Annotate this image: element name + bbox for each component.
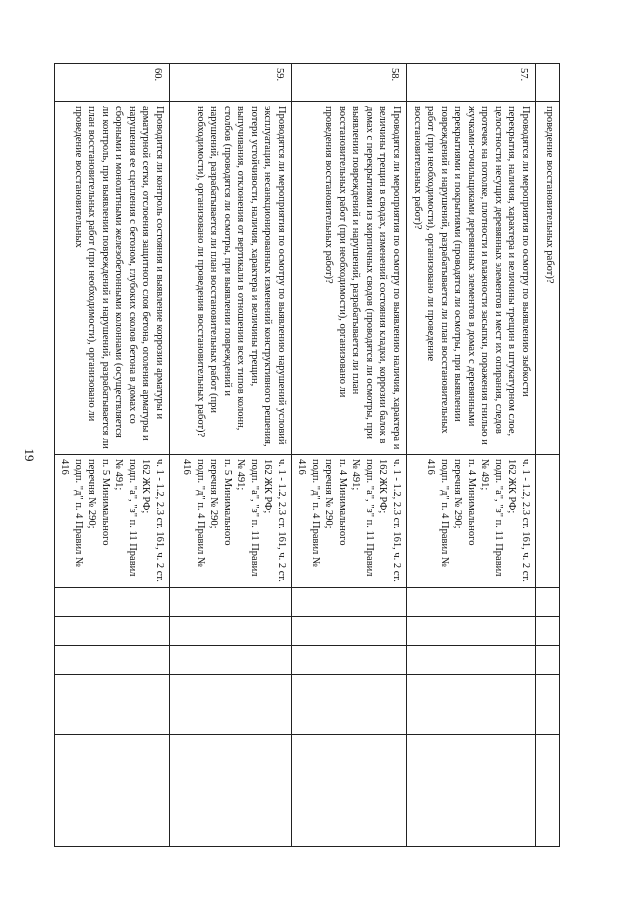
cell-answer-no bbox=[407, 617, 536, 646]
cell-answer-na bbox=[55, 646, 170, 675]
table-row bbox=[55, 64, 170, 847]
cell-answer-no bbox=[170, 617, 292, 646]
cell-reference: ч. 1 - 1.2, 2.3 ст. 161, ч. 2 ст. 162 ЖК РФ; подп. "а", "з" п. 11 Правил № 491; п. 5 Минимального перечня № 290; подп. "д" п. 4 Правил № 416 bbox=[170, 455, 292, 588]
cell-extra bbox=[536, 675, 560, 735]
cell-answer-no bbox=[55, 617, 170, 646]
cell-answer-na bbox=[407, 646, 536, 675]
cell-reference: ч. 1 - 1.2, 2.3 ст. 161, ч. 2 ст. 162 ЖК РФ; подп. "а", "з" п. 11 Правил № 491; п. 5 Минимального перечня № 290; подп. "д" п. 4 Правил № 416 bbox=[55, 455, 170, 588]
cell-answer-no bbox=[292, 617, 407, 646]
cell-answer-na bbox=[536, 646, 560, 675]
cell-extra bbox=[55, 675, 170, 735]
cell-num: 57. bbox=[407, 64, 536, 102]
cell-answer-no bbox=[536, 617, 560, 646]
cell-question: Проводятся ли мероприятия по осмотру по выявлению нарушений условий эксплуатации, несанкционированных изменений конструктивного решения, потери устойчивости, наличия, характера и величины трещин, выпучивания, отклонения от вертикали в отношении всех типов колонн, столбов (проводятся ли осмотры, при выявлении повреждений и нарушений, разрабатывается ли план восстановительных работ (при необходимости), организовано ли проведения восстановительных работ)? bbox=[170, 102, 292, 455]
cell-answer-yes bbox=[292, 588, 407, 617]
page-number: 19 bbox=[22, 448, 37, 462]
cell-num: 58. bbox=[292, 64, 407, 102]
cell-note bbox=[170, 735, 292, 847]
checklist-table bbox=[54, 63, 560, 847]
cell-note bbox=[536, 735, 560, 847]
cell-answer-na bbox=[292, 646, 407, 675]
table-row-continuation bbox=[536, 64, 560, 847]
cell-num: 59. bbox=[170, 64, 292, 102]
table-row bbox=[170, 64, 292, 847]
cell-answer-yes bbox=[55, 588, 170, 617]
cell-extra bbox=[407, 675, 536, 735]
cell-reference: ч. 1 - 1.2, 2.3 ст. 161, ч. 2 ст. 162 ЖК РФ; подп. "а", "з" п. 11 Правил № 491; п. 4 Минимального перечня № 290; подп. "д" п. 4 Правил № 416 bbox=[292, 455, 407, 588]
cell-note bbox=[55, 735, 170, 847]
cell-note bbox=[407, 735, 536, 847]
table-row bbox=[292, 64, 407, 847]
cell-reference bbox=[536, 455, 560, 588]
cell-question: Проводится ли контроль состояния и выявление коррозии арматуры и арматурной сетки, отслоения защитного слоя бетона, оголения арматуры и нарушения ее сцепления с бетоном, глубоких сколов бетона в домах со сборными и монолитными железобетонными колоннами (осуществляется ли контроль, при выявлении повреждений и нарушений, разрабатывается ли план восстановительных работ (при необходимости), организовано ли проведение восстановительных bbox=[55, 102, 170, 455]
cell-extra bbox=[170, 675, 292, 735]
cell-reference: ч. 1 - 1.2, 2.3 ст. 161, ч. 2 ст. 162 ЖК РФ; подп. "а", "з" п. 11 Правил № 491; п. 4 Минимального перечня № 290; подп. "д" п. 4 Правил № 416 bbox=[407, 455, 536, 588]
cell-answer-yes bbox=[407, 588, 536, 617]
rotated-table-wrapper bbox=[59, 63, 560, 846]
cell-num: 60. bbox=[55, 64, 170, 102]
cell-question: Проводятся ли мероприятия по осмотру по выявлению зыбкости перекрытия, наличия, характера и величины трещин в штукатурном слое, целостности несущих деревянных элементов и мест их опирания, следов протечек на потолке, плотности и влажности засыпки, поражения гнилью и жучками-точильщиками деревянных элементов в домах с деревянными перекрытиями и покрытиями (проводятся ли осмотры, при выявлении повреждений и нарушений, разрабатывается ли план восстановительных работ (при необходимости), организовано ли проведение восстановительных работ)? bbox=[407, 102, 536, 455]
cell-question: Проводятся ли мероприятия по осмотру по выявлению наличия, характера и величины трещин в сводах, изменений состояния кладки, коррозии балок в домах с перекрытиями из кирпичных сводов (проводятся ли осмотры, при выявлении повреждений и нарушений, разрабатывается ли план восстановительных работ (при необходимости), организовано ли проведения восстановительных работ)? bbox=[292, 102, 407, 455]
cell-answer-na bbox=[170, 646, 292, 675]
cell-extra bbox=[292, 675, 407, 735]
table-row bbox=[407, 64, 536, 847]
cell-question: проведение восстановительных работ)? bbox=[536, 102, 560, 455]
cell-answer-yes bbox=[536, 588, 560, 617]
cell-num bbox=[536, 64, 560, 102]
cell-note bbox=[292, 735, 407, 847]
document-table-frame bbox=[59, 63, 560, 846]
cell-answer-yes bbox=[170, 588, 292, 617]
